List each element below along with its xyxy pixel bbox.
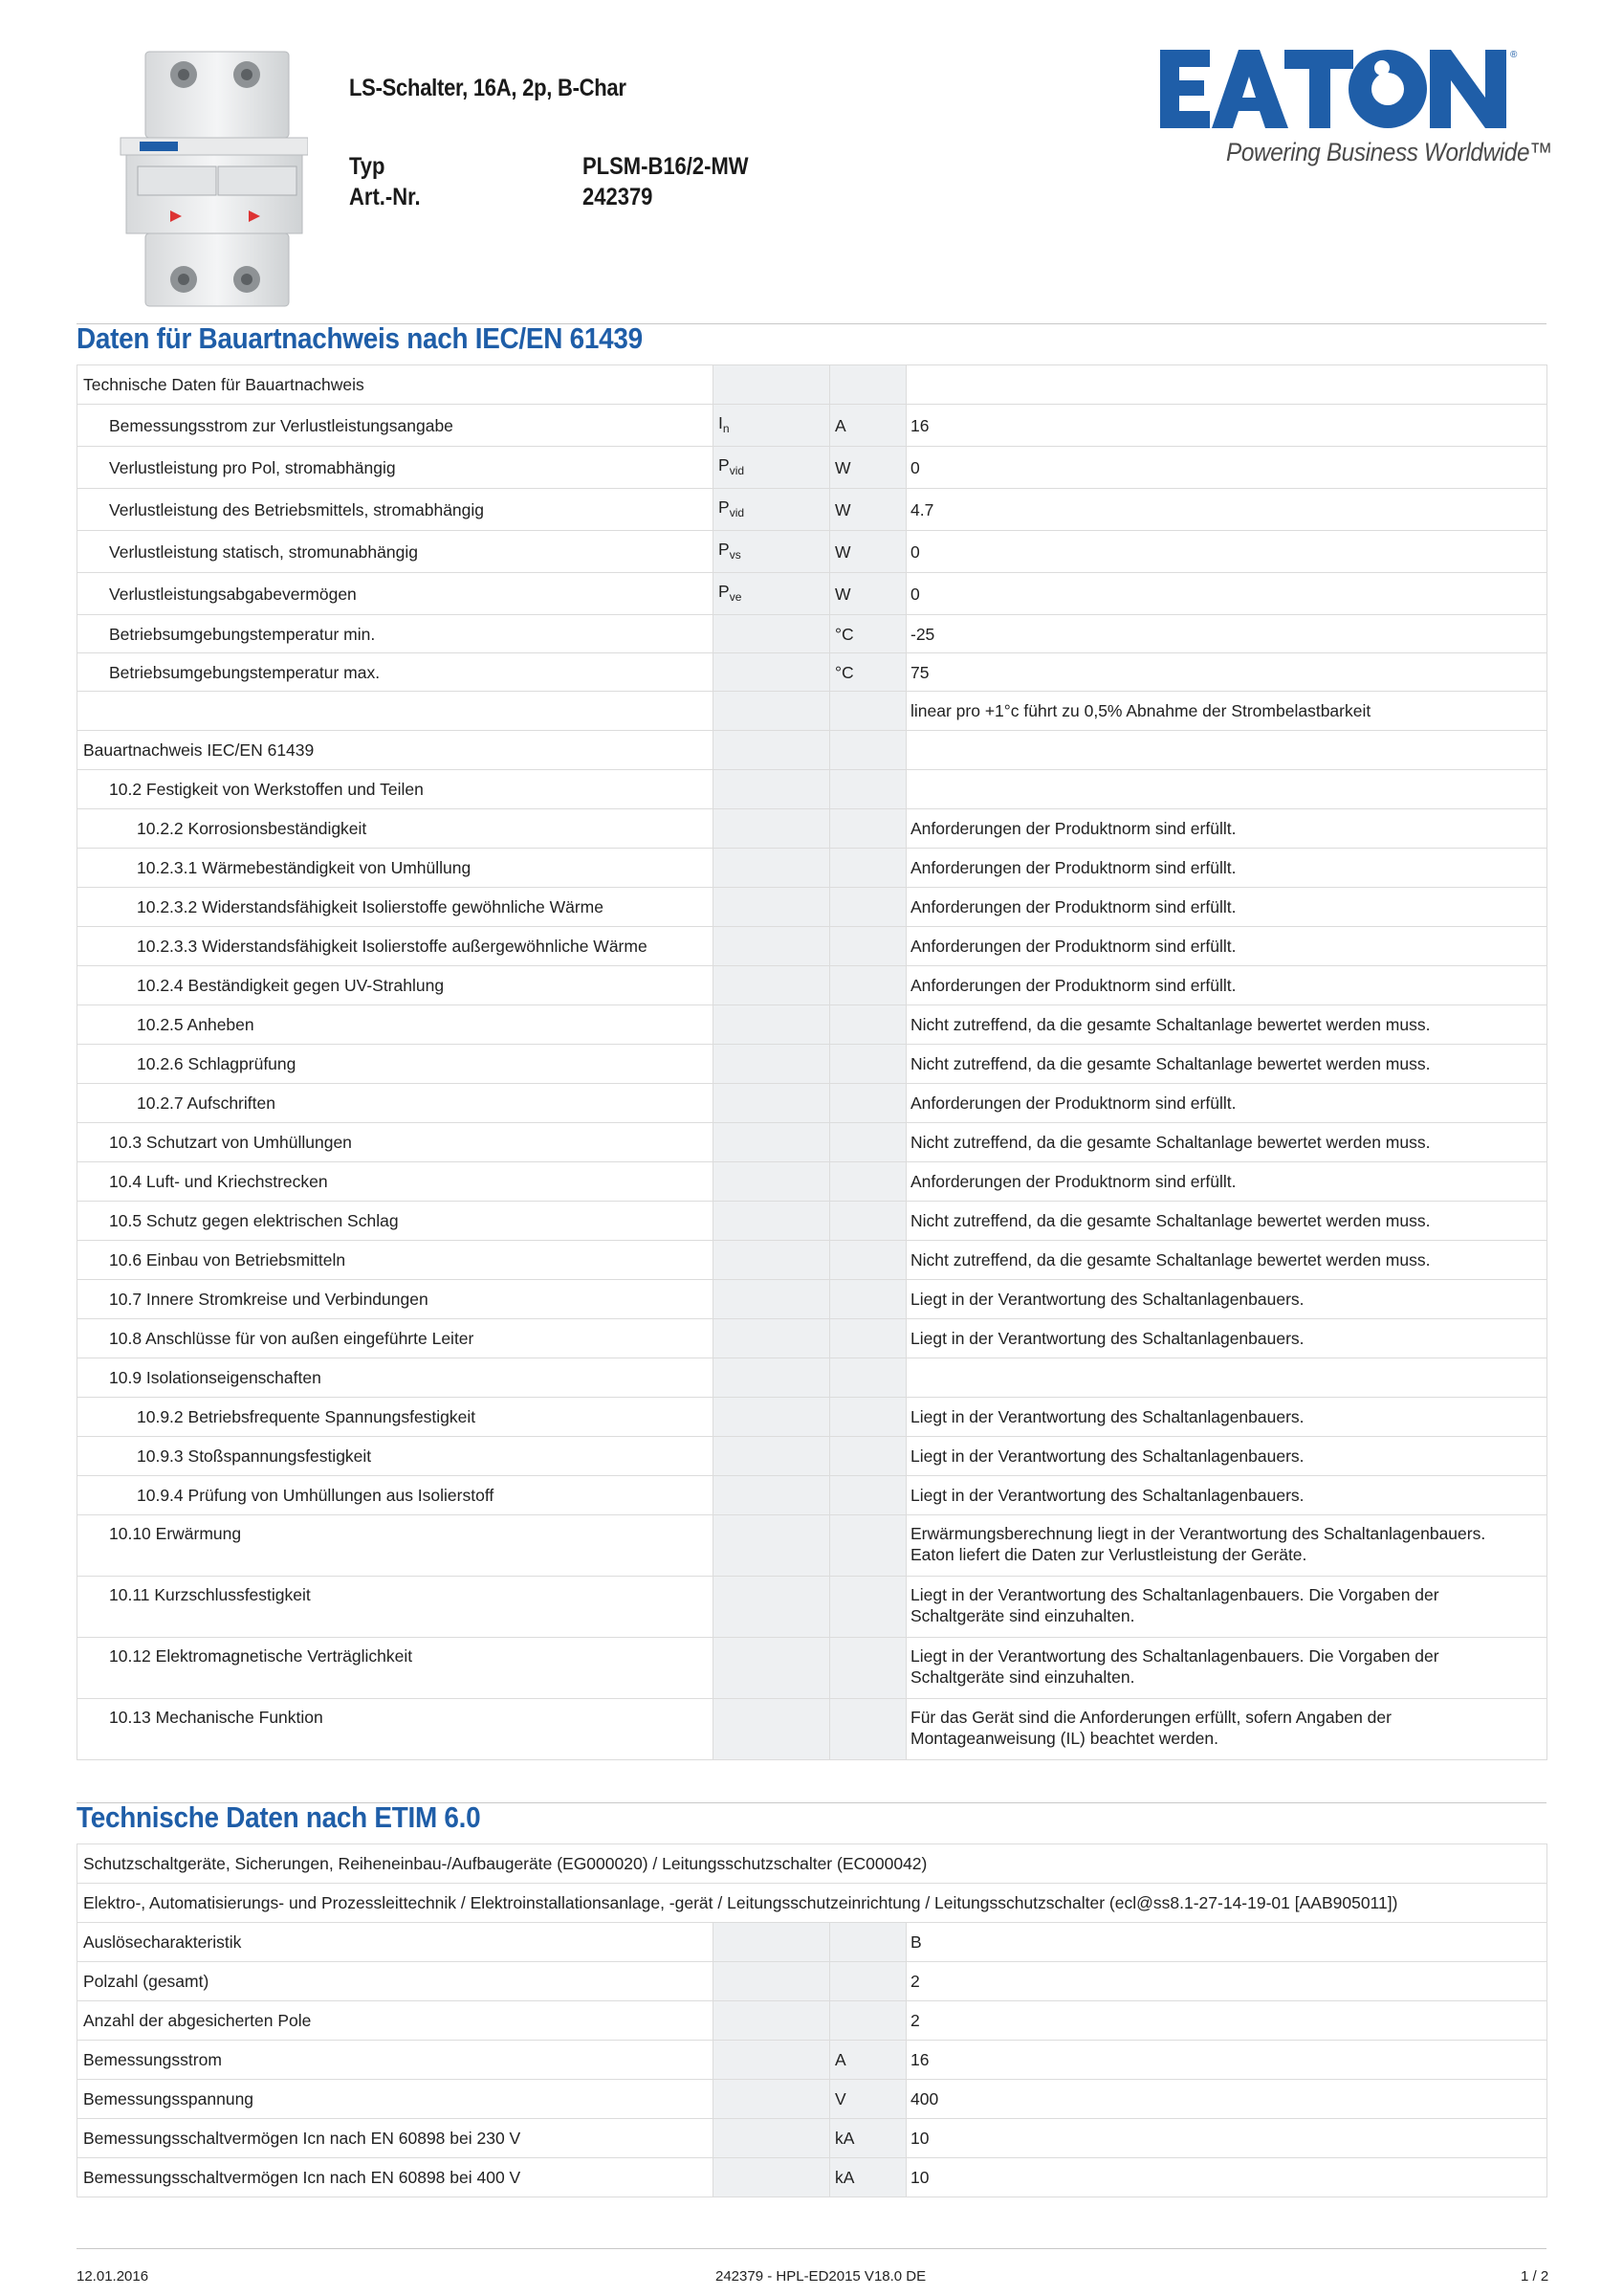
row-unit xyxy=(830,365,907,405)
row-label: 10.9.2 Betriebsfrequente Spannungsfestigkeit xyxy=(77,1398,713,1437)
table-row xyxy=(77,1884,1547,1923)
row-unit xyxy=(830,927,907,966)
row-label: Bemessungsstrom xyxy=(77,2041,713,2080)
row-label: 10.2 Festigkeit von Werkstoffen und Teilen xyxy=(77,770,713,809)
table-row xyxy=(77,2041,1547,2080)
table-row xyxy=(77,809,1547,849)
row-unit xyxy=(830,966,907,1005)
etim-table xyxy=(77,1843,1547,2197)
footer-divider xyxy=(77,2248,1546,2249)
table-row xyxy=(77,1923,1547,1962)
row-symbol xyxy=(713,692,830,731)
row-unit xyxy=(830,849,907,888)
row-unit xyxy=(830,1398,907,1437)
row-symbol xyxy=(713,2158,830,2197)
symbol-letter: P xyxy=(718,454,730,475)
row-unit: V xyxy=(830,2080,907,2119)
symbol-letter: I xyxy=(718,412,723,432)
row-unit xyxy=(830,1123,907,1162)
row-value xyxy=(907,809,1547,849)
type-value: PLSM-B16/2-MW xyxy=(582,153,749,180)
row-symbol xyxy=(713,1241,830,1280)
bauartnachweis-table xyxy=(77,364,1547,1760)
symbol-subscript: ve xyxy=(729,589,742,604)
row-value xyxy=(907,1577,1547,1638)
table-row xyxy=(77,849,1547,888)
row-value-line: 0 xyxy=(910,584,920,604)
row-value: 400 xyxy=(907,2080,1547,2119)
symbol-letter: P xyxy=(718,497,730,517)
row-unit xyxy=(830,1162,907,1202)
row-symbol xyxy=(713,1358,830,1398)
row-value-line: Liegt in der Verantwortung des Schaltanlagenbauers. xyxy=(910,1486,1305,1505)
row-value: B xyxy=(907,1923,1547,1962)
row-unit xyxy=(830,1699,907,1760)
row-label: 10.4 Luft- und Kriechstrecken xyxy=(77,1162,713,1202)
row-unit: W xyxy=(830,531,907,573)
row-symbol xyxy=(713,1437,830,1476)
row-unit: °C xyxy=(830,615,907,653)
symbol-subscript: vid xyxy=(729,463,745,477)
artnr-value: 242379 xyxy=(582,184,653,210)
symbol-subscript: n xyxy=(722,421,730,435)
row-value: 2 xyxy=(907,1962,1547,2001)
row-value xyxy=(907,1162,1547,1202)
footer-date: 12.01.2016 xyxy=(77,2268,149,2285)
row-label: Anzahl der abgesicherten Pole xyxy=(77,2001,713,2041)
table-row xyxy=(77,1962,1547,2001)
row-value-line: Liegt in der Verantwortung des Schaltanlagenbauers. Die Vorgaben der xyxy=(910,1646,1439,1666)
row-symbol xyxy=(713,731,830,770)
row-unit: W xyxy=(830,447,907,489)
row-unit xyxy=(830,1358,907,1398)
row-value xyxy=(907,1123,1547,1162)
row-value-line: Anforderungen der Produktnorm sind erfüllt. xyxy=(910,897,1237,916)
symbol-subscript: vs xyxy=(729,547,741,562)
row-symbol xyxy=(713,1005,830,1045)
row-value-line: Nicht zutreffend, da die gesamte Schaltanlage bewertet werden muss. xyxy=(910,1250,1431,1269)
row-value xyxy=(907,1045,1547,1084)
row-unit xyxy=(830,1202,907,1241)
row-symbol xyxy=(713,2119,830,2158)
table-row xyxy=(77,1084,1547,1123)
row-symbol xyxy=(713,489,830,531)
row-symbol xyxy=(713,1045,830,1084)
table-row xyxy=(77,1577,1547,1638)
row-symbol xyxy=(713,966,830,1005)
row-label: 10.2.3.3 Widerstandsfähigkeit Isolierstoffe außergewöhnliche Wärme xyxy=(77,927,713,966)
row-symbol xyxy=(713,1577,830,1638)
row-label: Technische Daten für Bauartnachweis xyxy=(77,365,713,405)
row-unit xyxy=(830,1476,907,1515)
row-label: 10.8 Anschlüsse für von außen eingeführte Leiter xyxy=(77,1319,713,1358)
row-label: 10.10 Erwärmung xyxy=(77,1515,713,1577)
row-value: 10 xyxy=(907,2158,1547,2197)
row-value xyxy=(907,1319,1547,1358)
row-value xyxy=(907,573,1547,615)
table-row xyxy=(77,1638,1547,1699)
row-value-line: Anforderungen der Produktnorm sind erfüllt. xyxy=(910,819,1237,838)
table-row xyxy=(77,2119,1547,2158)
table-row xyxy=(77,1241,1547,1280)
row-value-line: -25 xyxy=(910,624,935,644)
table-row xyxy=(77,1358,1547,1398)
row-value-line: 0 xyxy=(910,541,920,562)
row-symbol xyxy=(713,2001,830,2041)
row-label: Verlustleistungsabgabevermögen xyxy=(77,573,713,615)
row-unit xyxy=(830,1437,907,1476)
row-unit xyxy=(830,1923,907,1962)
table-row xyxy=(77,1319,1547,1358)
table-row xyxy=(77,1699,1547,1760)
row-value xyxy=(907,1515,1547,1577)
row-label: 10.7 Innere Stromkreise und Verbindungen xyxy=(77,1280,713,1319)
row-unit xyxy=(830,1319,907,1358)
table-row xyxy=(77,531,1547,573)
row-value-line: Liegt in der Verantwortung des Schaltanlagenbauers. xyxy=(910,1407,1305,1426)
table-row xyxy=(77,447,1547,489)
row-value-line: Montageanweisung (IL) beachtet werden. xyxy=(910,1729,1219,1748)
table-row xyxy=(77,1045,1547,1084)
row-unit: kA xyxy=(830,2158,907,2197)
row-label: 10.3 Schutzart von Umhüllungen xyxy=(77,1123,713,1162)
row-label: Bemessungsschaltvermögen Icn nach EN 60898 bei 400 V xyxy=(77,2158,713,2197)
row-symbol xyxy=(713,405,830,447)
row-unit xyxy=(830,1515,907,1577)
row-symbol xyxy=(713,770,830,809)
etim-class: Schutzschaltgeräte, Sicherungen, Reiheneinbau-/Aufbaugeräte (EG000020) / Leitungsschutzschalter (EC000042) xyxy=(77,1844,1547,1884)
row-value-line: Anforderungen der Produktnorm sind erfüllt. xyxy=(910,937,1237,956)
row-value xyxy=(907,1280,1547,1319)
row-value-line: Erwärmungsberechnung liegt in der Verantwortung des Schaltanlagenbauers. xyxy=(910,1524,1486,1543)
table-row xyxy=(77,1437,1547,1476)
row-value: 16 xyxy=(907,2041,1547,2080)
row-symbol xyxy=(713,531,830,573)
row-value-line: Schaltgeräte sind einzuhalten. xyxy=(910,1606,1135,1625)
table-row xyxy=(77,1515,1547,1577)
row-unit xyxy=(830,731,907,770)
row-unit xyxy=(830,770,907,809)
row-unit xyxy=(830,1045,907,1084)
product-image xyxy=(113,46,308,310)
row-symbol xyxy=(713,615,830,653)
row-symbol xyxy=(713,809,830,849)
row-label xyxy=(77,692,713,731)
section-title-bauartnachweis: Daten für Bauartnachweis nach IEC/EN 61439 xyxy=(77,321,643,355)
row-unit xyxy=(830,809,907,849)
row-value-line: Liegt in der Verantwortung des Schaltanlagenbauers. xyxy=(910,1290,1305,1309)
row-value-line: 4.7 xyxy=(910,499,934,519)
row-label: Bemessungsspannung xyxy=(77,2080,713,2119)
row-label: 10.2.3.2 Widerstandsfähigkeit Isolierstoffe gewöhnliche Wärme xyxy=(77,888,713,927)
table-row xyxy=(77,2080,1547,2119)
row-value xyxy=(907,927,1547,966)
row-symbol xyxy=(713,1084,830,1123)
row-label: 10.13 Mechanische Funktion xyxy=(77,1699,713,1760)
row-label: 10.2.2 Korrosionsbeständigkeit xyxy=(77,809,713,849)
row-value xyxy=(907,1202,1547,1241)
row-symbol xyxy=(713,1202,830,1241)
row-symbol xyxy=(713,888,830,927)
row-value xyxy=(907,365,1547,405)
row-label: 10.11 Kurzschlussfestigkeit xyxy=(77,1577,713,1638)
row-unit xyxy=(830,1962,907,2001)
row-label: Verlustleistung des Betriebsmittels, stromabhängig xyxy=(77,489,713,531)
row-value xyxy=(907,1398,1547,1437)
row-label: 10.12 Elektromagnetische Verträglichkeit xyxy=(77,1638,713,1699)
row-label: 10.6 Einbau von Betriebsmitteln xyxy=(77,1241,713,1280)
row-unit xyxy=(830,1638,907,1699)
row-label: 10.2.4 Beständigkeit gegen UV-Strahlung xyxy=(77,966,713,1005)
row-symbol xyxy=(713,1162,830,1202)
svg-text:®: ® xyxy=(1510,50,1518,60)
row-label: Betriebsumgebungstemperatur min. xyxy=(77,615,713,653)
row-unit xyxy=(830,692,907,731)
row-value xyxy=(907,1084,1547,1123)
row-unit: W xyxy=(830,489,907,531)
product-title: LS-Schalter, 16A, 2p, B-Char xyxy=(349,75,626,101)
symbol-subscript: vid xyxy=(729,505,745,519)
row-value xyxy=(907,653,1547,692)
table-row xyxy=(77,966,1547,1005)
row-unit xyxy=(830,1577,907,1638)
footer-page-number: 1 / 2 xyxy=(1521,2268,1549,2285)
table-row xyxy=(77,888,1547,927)
row-value-line: Für das Gerät sind die Anforderungen erfüllt, sofern Angaben der xyxy=(910,1708,1392,1727)
row-label: 10.2.7 Aufschriften xyxy=(77,1084,713,1123)
type-label: Typ xyxy=(349,153,385,180)
row-value xyxy=(907,1699,1547,1760)
row-unit: °C xyxy=(830,653,907,692)
row-value-line: Nicht zutreffend, da die gesamte Schaltanlage bewertet werden muss. xyxy=(910,1133,1431,1152)
row-symbol xyxy=(713,927,830,966)
table-row xyxy=(77,615,1547,653)
row-symbol xyxy=(713,1319,830,1358)
table-row xyxy=(77,365,1547,405)
table-row xyxy=(77,1005,1547,1045)
row-value xyxy=(907,731,1547,770)
row-value xyxy=(907,405,1547,447)
symbol-letter: P xyxy=(718,581,730,601)
row-symbol xyxy=(713,1476,830,1515)
row-label: 10.2.6 Schlagprüfung xyxy=(77,1045,713,1084)
row-value xyxy=(907,849,1547,888)
row-unit xyxy=(830,2001,907,2041)
row-label: 10.2.5 Anheben xyxy=(77,1005,713,1045)
row-value xyxy=(907,1638,1547,1699)
row-symbol xyxy=(713,2041,830,2080)
row-unit xyxy=(830,1241,907,1280)
row-value-line: Nicht zutreffend, da die gesamte Schaltanlage bewertet werden muss. xyxy=(910,1015,1431,1034)
row-value xyxy=(907,692,1547,731)
table-row xyxy=(77,1280,1547,1319)
row-unit: A xyxy=(830,405,907,447)
row-symbol xyxy=(713,365,830,405)
row-unit xyxy=(830,1005,907,1045)
row-value-line: 16 xyxy=(910,415,930,435)
row-symbol xyxy=(713,1123,830,1162)
symbol-letter: P xyxy=(718,539,730,559)
row-value xyxy=(907,1358,1547,1398)
row-value xyxy=(907,531,1547,573)
footer-doc-id: 242379 - HPL-ED2015 V18.0 DE xyxy=(715,2268,927,2285)
row-symbol xyxy=(713,1699,830,1760)
row-value-line: 0 xyxy=(910,457,920,477)
row-value xyxy=(907,966,1547,1005)
table-row xyxy=(77,1162,1547,1202)
row-symbol xyxy=(713,447,830,489)
row-label: Verlustleistung statisch, stromunabhängig xyxy=(77,531,713,573)
row-symbol xyxy=(713,653,830,692)
row-value-line: Anforderungen der Produktnorm sind erfüllt. xyxy=(910,1172,1237,1191)
row-value xyxy=(907,888,1547,927)
table-row xyxy=(77,1123,1547,1162)
row-symbol xyxy=(713,1398,830,1437)
row-value-line: 75 xyxy=(910,662,930,682)
row-value xyxy=(907,489,1547,531)
table-row xyxy=(77,927,1547,966)
row-unit xyxy=(830,888,907,927)
row-value: 2 xyxy=(907,2001,1547,2041)
row-label: 10.9.3 Stoßspannungsfestigkeit xyxy=(77,1437,713,1476)
row-value-line: Eaton liefert die Daten zur Verlustleistung der Geräte. xyxy=(910,1545,1307,1564)
table-row xyxy=(77,692,1547,731)
row-value xyxy=(907,615,1547,653)
row-value: 10 xyxy=(907,2119,1547,2158)
table-row xyxy=(77,2158,1547,2197)
row-label: Auslösecharakteristik xyxy=(77,1923,713,1962)
row-label: 10.9 Isolationseigenschaften xyxy=(77,1358,713,1398)
row-label: Bemessungsstrom zur Verlustleistungsangabe xyxy=(77,405,713,447)
row-unit xyxy=(830,1280,907,1319)
table-row xyxy=(77,1844,1547,1884)
row-value-line: Liegt in der Verantwortung des Schaltanlagenbauers. xyxy=(910,1446,1305,1466)
table-row xyxy=(77,573,1547,615)
row-value xyxy=(907,770,1547,809)
tagline: Powering Business Worldwide™ xyxy=(1226,138,1553,166)
row-symbol xyxy=(713,1962,830,2001)
row-symbol xyxy=(713,1280,830,1319)
row-value-line: linear pro +1°c führt zu 0,5% Abnahme der Strombelastbarkeit xyxy=(910,701,1371,720)
row-value-line: Nicht zutreffend, da die gesamte Schaltanlage bewertet werden muss. xyxy=(910,1211,1431,1230)
row-value-line: Nicht zutreffend, da die gesamte Schaltanlage bewertet werden muss. xyxy=(910,1054,1431,1073)
row-label: Bauartnachweis IEC/EN 61439 xyxy=(77,731,713,770)
row-label: Polzahl (gesamt) xyxy=(77,1962,713,2001)
row-value xyxy=(907,1005,1547,1045)
eclass-class: Elektro-, Automatisierungs- und Prozessleittechnik / Elektroinstallationsanlage, -gerät / Leitungsschutzeinrichtung / Leitungsschutzschalter (ecl@ss8.1-27-14-19-01 [AAB905011]) xyxy=(77,1884,1547,1923)
row-value xyxy=(907,1476,1547,1515)
row-symbol xyxy=(713,1638,830,1699)
row-value xyxy=(907,1437,1547,1476)
row-value-line: Liegt in der Verantwortung des Schaltanlagenbauers. Die Vorgaben der xyxy=(910,1585,1439,1604)
row-value-line: Anforderungen der Produktnorm sind erfüllt. xyxy=(910,1093,1237,1113)
row-label: 10.9.4 Prüfung von Umhüllungen aus Isolierstoff xyxy=(77,1476,713,1515)
row-label: 10.2.3.1 Wärmebeständigkeit von Umhüllung xyxy=(77,849,713,888)
table-row xyxy=(77,2001,1547,2041)
table-row xyxy=(77,731,1547,770)
table-row xyxy=(77,1398,1547,1437)
row-value-line: Anforderungen der Produktnorm sind erfüllt. xyxy=(910,858,1237,877)
row-label: Bemessungsschaltvermögen Icn nach EN 60898 bei 230 V xyxy=(77,2119,713,2158)
row-label: Verlustleistung pro Pol, stromabhängig xyxy=(77,447,713,489)
row-symbol xyxy=(713,2080,830,2119)
row-label: 10.5 Schutz gegen elektrischen Schlag xyxy=(77,1202,713,1241)
row-symbol xyxy=(713,573,830,615)
table-row xyxy=(77,653,1547,692)
row-value xyxy=(907,1241,1547,1280)
section-title-etim: Technische Daten nach ETIM 6.0 xyxy=(77,1800,481,1834)
row-value-line: Liegt in der Verantwortung des Schaltanlagenbauers. xyxy=(910,1329,1305,1348)
row-unit: A xyxy=(830,2041,907,2080)
row-value-line: Anforderungen der Produktnorm sind erfüllt. xyxy=(910,976,1237,995)
table-row xyxy=(77,489,1547,531)
row-value xyxy=(907,447,1547,489)
artnr-label: Art.-Nr. xyxy=(349,184,421,210)
row-symbol xyxy=(713,1515,830,1577)
table-row xyxy=(77,405,1547,447)
row-unit xyxy=(830,1084,907,1123)
table-row xyxy=(77,1202,1547,1241)
row-unit: kA xyxy=(830,2119,907,2158)
row-value-line: Schaltgeräte sind einzuhalten. xyxy=(910,1667,1135,1687)
row-symbol xyxy=(713,1923,830,1962)
table-row xyxy=(77,770,1547,809)
table-row xyxy=(77,1476,1547,1515)
row-unit: W xyxy=(830,573,907,615)
row-label: Betriebsumgebungstemperatur max. xyxy=(77,653,713,692)
row-symbol xyxy=(713,849,830,888)
